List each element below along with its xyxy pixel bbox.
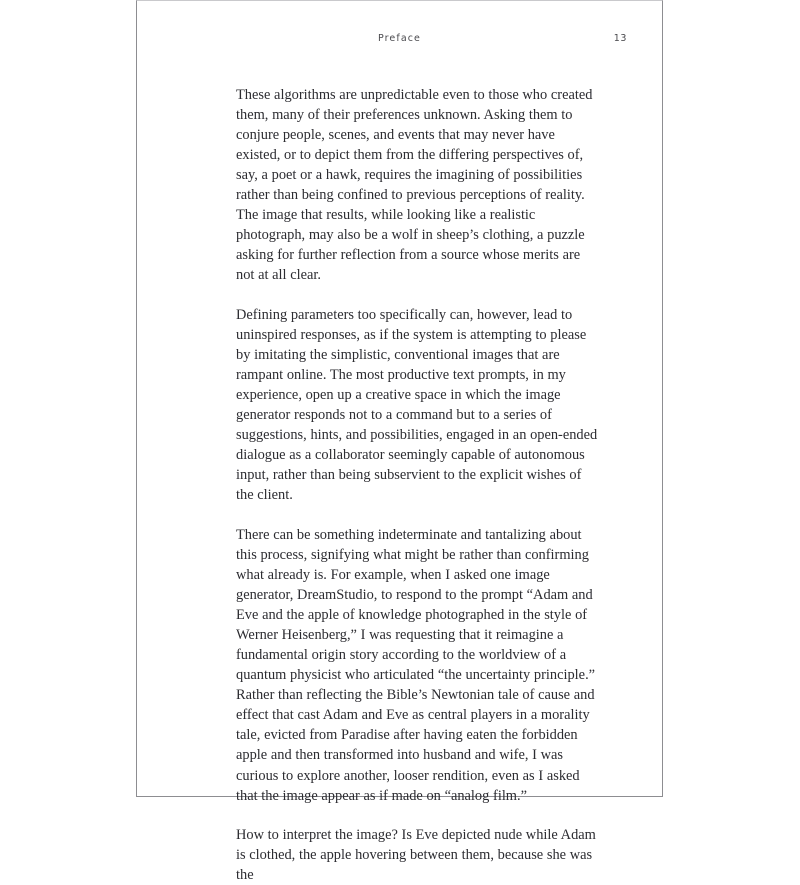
body-paragraph: There can be something indeterminate and tantalizing about this process, signifying what might be rather than confirming what already is. For example, when I asked one image generator, DreamStudio, to respond to the prompt “Adam and Eve and the apple of knowledge photographed in the style of Werner Heisenberg,” I was requesting that it reimagine a fundamental origin story according to the worldview of a quantum physicist who articulated “the uncertainty principle.” Rather than reflecting the Bible’s Newtonian tale of cause and effect that cast Adam and Eve as central players in a morality tale, evicted from Paradise after having eaten the forbidden apple and then transformed into husband and wife, I was curious to explore another, looser rendition, even as I asked that the image appear as if made on “analog film.” [236,526,596,804]
body-paragraph: These algorithms are unpredictable even to those who created them, many of their preferences unknown. Asking them to conjure people, scenes, and events that may never have existed, or to depict them from the differing perspectives of, say, a poet or a hawk, requires the imagining of possibilities rather than being confined to previous perceptions of reality. The image that results, while looking like a realistic photograph, may also be a wolf in sheep’s clothing, a puzzle asking for further reflection from a source whose merits are not at all clear. [236,87,593,284]
running-head-title: Preface [377,33,422,44]
book-page [136,0,663,884]
body-paragraph: Defining parameters too specifically can, however, lead to uninspired responses, as if the system is attempting to please by imitating the simplistic, conventional images that are rampant online. The most productive text prompts, in my experience, open up a creative space in which the image generator responds not to a command but to a series of suggestions, hints, and possibilities, engaged in an open-ended dialogue as a collaborator seemingly capable of autonomous input, rather than being subservient to the explicit wishes of the client. [236,306,598,504]
running-head [137,30,662,48]
body-paragraph: How to interpret the image? Is Eve depicted nude while Adam is clothed, the apple hovering between them, because she was the [236,827,596,884]
body-text-block [236,85,600,885]
page-number: 13 [613,33,627,44]
